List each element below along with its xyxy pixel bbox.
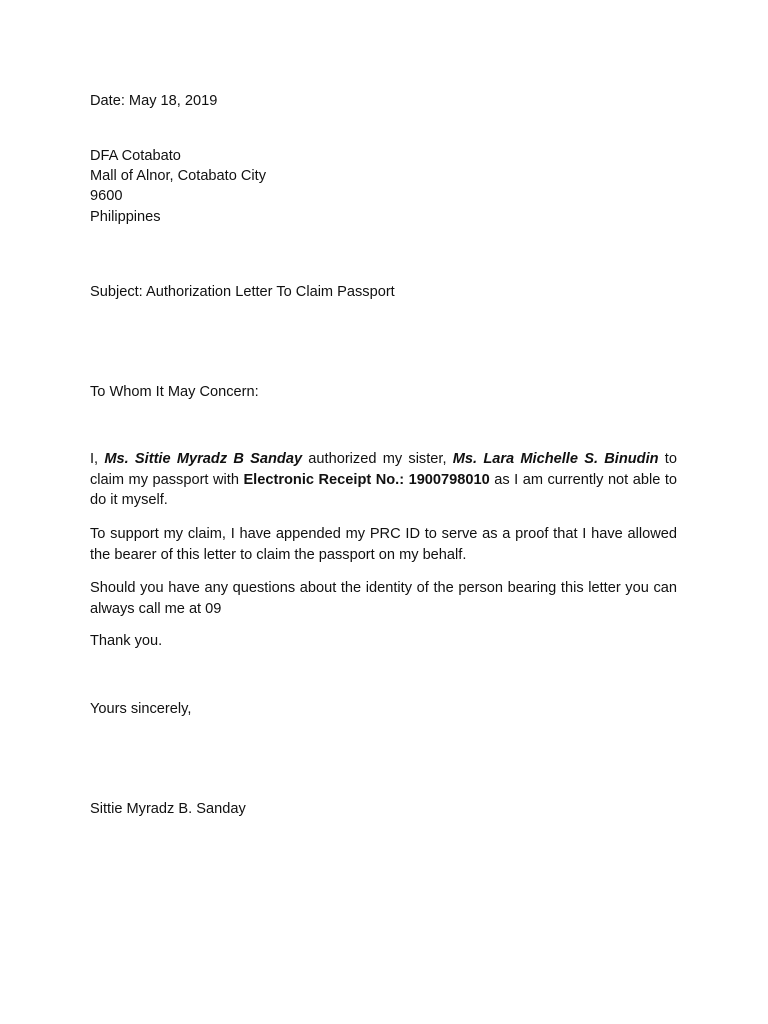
- paragraph-middle: authorized my sister,: [302, 451, 453, 467]
- closing-line: Yours sincerely,: [90, 701, 192, 717]
- signature-name: Sittie Myradz B. Sanday: [90, 801, 246, 817]
- principal-name: Ms. Sittie Myradz B Sanday: [104, 451, 303, 467]
- date-line: Date: May 18, 2019: [90, 93, 218, 109]
- recipient-name: DFA Cotabato: [90, 148, 181, 164]
- receipt-number: Electronic Receipt No.: 1900798010: [243, 471, 490, 488]
- body-paragraph-authorization: [90, 449, 677, 511]
- salutation: To Whom It May Concern:: [90, 384, 259, 400]
- recipient-country: Philippines: [90, 209, 161, 225]
- paragraph-middle-2: to claim my passport with: [90, 451, 677, 488]
- thanks-line: Thank you.: [90, 633, 163, 649]
- body-paragraph-contact: Should you have any questions about the identity of the person bearing this letter you can always call me at 09: [90, 580, 677, 617]
- paragraph-tail: as I am currently not able to do it myself.: [90, 471, 677, 508]
- representative-name: Ms. Lara Michelle S. Binudin: [452, 451, 659, 467]
- paragraph-lead: I,: [90, 451, 105, 467]
- body-paragraph-support: To support my claim, I have appended my PRC ID to serve as a proof that I have allowed the bearer of this letter to claim the passport on my behalf.: [90, 526, 677, 563]
- subject-line: Subject: Authorization Letter To Claim Passport: [90, 284, 395, 300]
- recipient-address: Mall of Alnor, Cotabato City: [90, 168, 267, 184]
- recipient-postal-code: 9600: [90, 188, 123, 204]
